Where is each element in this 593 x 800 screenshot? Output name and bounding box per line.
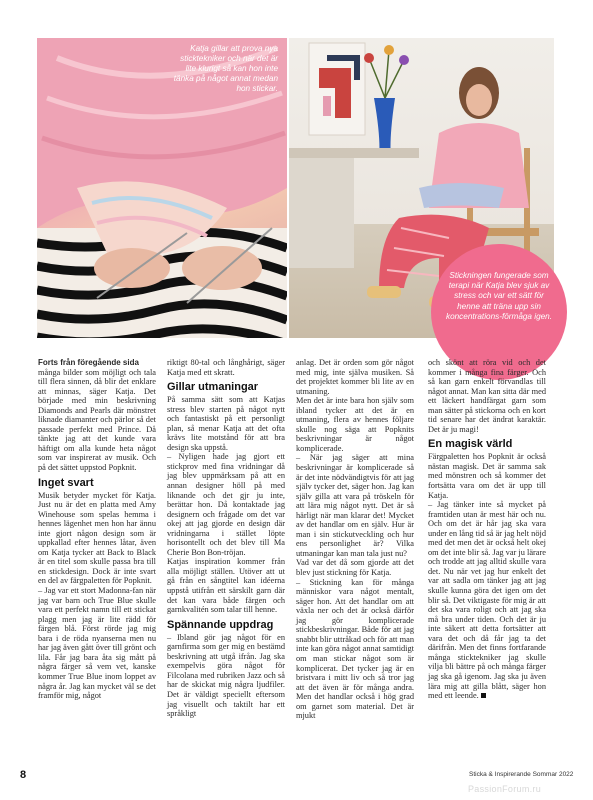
paragraph: Färgpaletten hos Popknit är också nästan magisk. Det är samma sak med mönstren och så kommer det fortsätta vara om det är upp till Katja. [428,452,546,500]
paragraph: – Stickning kan för många människor vara något mentalt, säger hon. Att det handlar om att växla ner och det är också därför jag gör komplicerade stickbeskrivningar. Både för att jag snabbt blir uttråkad och för att man inte kan göra något annat samtidigt om man stickar något som är komplicerat. Det tycker jag är en bristvara i mitt liv och så tror jag att det även är för många andra. Men det handlar också i hög grad om garnet som material. Det är mjukt [296,577,414,721]
paragraph: Katjas inspiration kommer från alla möjligt ställen. Utöver att ut gå från en sångtitel kan idéerna uppstå utifrån ett särskilt garn där det kan vara både färgen och garnkvalitén som talar till henne. [167,557,285,615]
paragraph: Vad var det då som gjorde att det blev just stickning för Katja. [296,558,414,578]
bubble-quote-text: Stickningen fungerade som terapi när Katja blev sjuk av stress och var ett sätt för henne att träna upp sin koncentrations-förmåga igen. [445,271,553,321]
photo-caption-top: Katja gillar att prova nya sticktekniker och när det är lite klurigt så kan hon inte tänka på något annat medan hon stickar. [173,44,278,93]
paragraph: anlag. Det är orden som gör något med mig, inte själva musiken. Så det projektet kommer bli lite av en utmaning. [296,358,414,396]
text-column-4 [428,358,546,701]
paragraph: Musik betyder mycket för Katja. Just nu är det en platta med Amy Winehouse som spelas hemma i hennes lägenhet men hon har ännu inte gjort någon design som är uppkallad efter hennes låtar, även om Katja tycker att Back to Black är en titel som skulle passa bra till en stickdesign. Dock är inte svart en del av färgpaletten för Popknit. [38,490,156,586]
text-column-3 [296,358,414,721]
paragraph: – När jag säger att mina beskrivningar är komplicerade så är det inte nödvändigtvis för att jag själv tycker det, säger hon. Jag kan själv gilla att vara på tröskeln för att lära mig något nytt. Det är så härligt när man klarar det! Mycket av det handlar om en själv. Hur är man i sin stickutveckling och hur ens personlighet är? Vilka utmaningar kan man tala just nu? [296,453,414,558]
paragraph: – Ibland gör jag något för en garnfirma som ger mig en bestämd beskrivning att utgå ifrån. Jag ska exempelvis göra något för Filcolana med rubriken Jazz och så har de skickat mig några ljudfiler. Det är väldigt speciellt eftersom jag visuellt och taktilt har ett språkligt [167,632,285,719]
right-hand [182,246,262,290]
section-heading: Spännande uppdrag [167,618,274,631]
paragraph: På samma sätt som att Katjas stress blev starten på något nytt och fantastiskt på ett personligt plan, så menar Katja att det ofta krävs lite motstånd för att bra design ska uppstå. [167,395,285,452]
end-of-article-mark [481,693,486,698]
watermark-text: PassionForum.ru [468,784,542,794]
paragraph-final: – Jag tänker inte så mycket på framtiden utan är mest här och nu. Och om det är hår jag ska vara under en lång tid så är jag helt nöjd med det men det är också helt okej om det inte blir så. Jag var ju lärare och trodde att jag alltid skulle vara det. Nu när vet jag hur enkelt det var att sadla om tänker jag att jag skulle kunna göra det igen om det blir så. Det viktigaste för mig är att det ska vara roligt och att jag ska må bra under tiden. Och det är ju inte säkert att detta fortsätter att vara det och då får jag ta det därifrån. Men det finns fortfarande många sticktekniker jag skulle vilja bli bättre på och många färger jag ska gå igenom. Jag ska ju även lära mig att gilla blått, säger hon med ett leende. [428,500,546,701]
paragraph: riktigt 80-tal och långhårigt, säger Katja med ett skratt. [167,358,285,377]
text-column-2 [167,358,285,719]
paragraph: och skönt att röra vid och det kommer i många fina färger. Och så kan garn enkelt förvandlas till något annat. Man kan sitta där med ett läckert handfärgat garn som man sätter på stickorna och en kort tid senare har det ändrat karaktär. Det är ju magi! [428,358,546,434]
section-heading: Gillar utmaningar [167,381,259,394]
section-heading: En magisk värld [428,438,513,451]
flower-vase [364,45,409,158]
continued-lead: Forts från föregående sida [38,358,139,367]
text-column-1 [38,358,156,701]
section-heading: Inget svart [38,476,94,489]
paragraph: Men det är inte bara hon själv som ibland tycker att det är en utmaning, flera av hennes följare skulle nog säga att Popknits beskrivningar är något komplicerade. [296,396,414,453]
paragraph: – Jag var ett stort Madonna-fan när jag var barn och True Blue skulle vara ett perfekt namn till ett stickat plagg men jag är lite rädd för färgen blå. Först rörde jag mig bara i de röda nyanserna men nu har jag även gått över till grönt och lila. Får jag bara åta sig mått på några färger så vem vet, kanske kommer True Blue inom loppet av några år. Jag kan mycket väl se det framför mig, något [38,586,156,701]
magazine-footer: Sticka & Inspirerande Sommar 2022 [469,771,574,778]
paragraph: många bilder som möjligt och tala till flera sinnen, då blir det enklare att minnas, säger Katja. Det började med min beskrivning Diamonds and Pearls där mönstret liknade diamanter och pärlor så det passade perfekt med Prince. Då tänkte jag att det kunde vara häftigt om alla kunde heta något som var inspirerat av musik. Och på det sättet uppstod Popknit. [38,367,156,473]
wall-artwork [309,43,365,135]
paragraph: – Nyligen hade jag gjort ett stickprov med fina vridningar då jag blev uppmärksam på att en annan designer höll på med liknande och det gjr ju inte, berättar hon. Då kontaktade jag designern och frågade om det var okej att jag gjorde en design där vridningarna i stället löpte horisontellt och det blev till Ma Cherie Bon Bon-tröjan. [167,452,285,557]
page-number: 8 [20,769,27,781]
